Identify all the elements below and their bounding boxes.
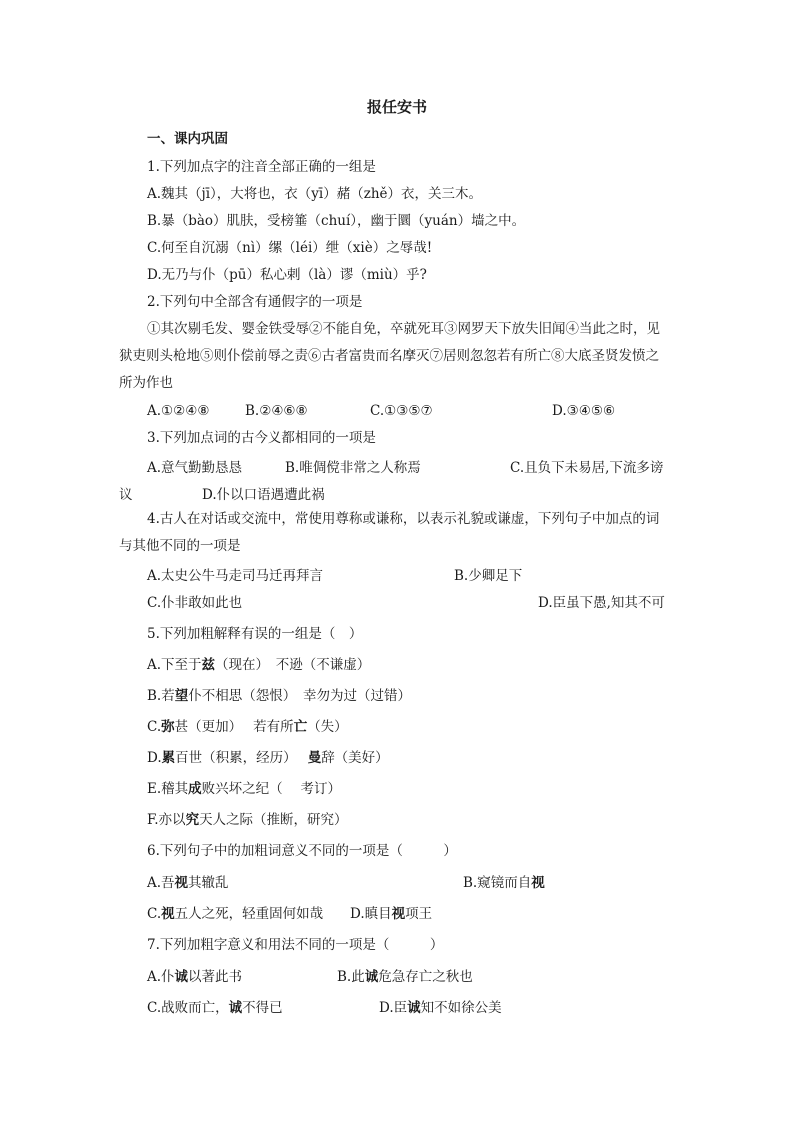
q5-option-a <box>147 656 370 674</box>
q5-e-rest: 败兴坏之纪（ 考订） <box>201 781 341 797</box>
q7-a-rest: 以著此书 <box>188 969 243 985</box>
q5-stem: 5.下列加粗解释有误的一组是（ ） <box>147 626 363 642</box>
q5-d-bold: 累 <box>161 750 176 766</box>
q5-d-rest: 辞（美好） <box>321 750 389 766</box>
q6-c-text: C. <box>147 906 162 922</box>
q5-b-bold: 望 <box>174 688 189 704</box>
q6-b-text: B.窥镜而自 <box>463 875 532 891</box>
q2-stem: 2.下列句中全部含有通假字的一项是 <box>147 294 363 310</box>
q4-option-d: D.臣虽下愚,知其不可 <box>538 595 665 611</box>
q5-option-f <box>147 811 348 829</box>
q1-option-c: C.何至自沉溺（nì）缧（léi）绁（xiè）之辱哉! <box>147 240 433 256</box>
q6-option-d <box>350 905 432 923</box>
q6-a-rest: 其辙乱 <box>188 875 229 891</box>
q5-d-bold2: 曼 <box>307 750 322 766</box>
q6-option-a <box>147 874 229 892</box>
q5-c-rest: （失） <box>307 719 348 735</box>
q5-option-d <box>147 749 389 767</box>
q3-option-c-cont: 议 <box>119 487 133 503</box>
q5-b-text: B.若 <box>147 688 175 704</box>
q5-b-rest: 仆不相思（怨恨） 幸勿为过（过错） <box>188 688 411 704</box>
q5-a-text: A.下至于 <box>147 657 202 673</box>
q5-e-bold: 成 <box>188 781 202 797</box>
q7-b-bold: 诚 <box>364 969 379 985</box>
q6-a-text: A.吾 <box>147 875 175 891</box>
q2-text-line3: 所为作也 <box>119 375 173 391</box>
q5-a-rest: （现在） 不逊（不谦虚） <box>215 657 371 673</box>
q6-d-text: D.瞋目 <box>350 906 392 922</box>
q1-option-d: D.无乃与仆（pū）私心剌（là）谬（miù）乎? <box>147 267 427 283</box>
q7-c-rest: 不得已 <box>242 1000 283 1016</box>
q7-b-rest: 危急存亡之秋也 <box>378 969 473 985</box>
q6-b-bold: 视 <box>531 875 545 891</box>
page-title: 报任安书 <box>366 98 427 116</box>
q4-stem-line1: 4.古人在对话或交流中，常使用尊称或谦称，以表示礼貌或谦虚，下列句子中加点的词 <box>147 511 660 527</box>
q5-option-c <box>147 718 348 736</box>
q7-a-text: A.仆 <box>147 969 175 985</box>
q3-option-b: B.唯倜傥非常之人称焉 <box>285 460 421 476</box>
q5-f-bold: 究 <box>185 812 200 828</box>
q7-b-text: B.此 <box>337 969 365 985</box>
section-heading: 一、课内巩固 <box>147 131 228 147</box>
q5-d-text: D. <box>147 750 162 766</box>
q3-option-c: C.且负下未易居,下流多谤 <box>510 460 664 476</box>
q6-c-rest: 五人之死，轻重固何如哉 <box>174 906 324 922</box>
q5-option-e <box>147 780 341 798</box>
q1-option-a: A.魏其（jī），大将也，衣（yī）赭（zhě）衣，关三木。 <box>147 186 483 202</box>
q5-c-bold2: 亡 <box>293 719 308 735</box>
q6-d-bold: 视 <box>391 906 406 922</box>
q3-option-d: D.仆以口语遇遭此祸 <box>202 487 325 503</box>
q1-stem: 1.下列加点字的注音全部正确的一组是 <box>147 159 376 175</box>
q6-d-rest: 项王 <box>405 906 433 922</box>
q7-d-bold: 诚 <box>407 1000 421 1016</box>
q6-c-bold: 视 <box>161 906 175 922</box>
q2-option-a: A.①②④⑧ <box>147 403 210 419</box>
q4-option-a: A.太史公牛马走司马迁再拜言 <box>147 568 324 584</box>
q6-stem: 6.下列句子中的加粗词意义不同的一项是（ ） <box>147 843 457 859</box>
q5-f-text: F.亦以 <box>147 812 186 828</box>
q5-a-bold: 兹 <box>201 657 216 673</box>
q5-c-bold: 弥 <box>161 719 175 735</box>
q7-option-d <box>379 999 502 1017</box>
q4-option-b: B.少卿足下 <box>454 568 523 584</box>
q7-c-bold: 诚 <box>228 1000 243 1016</box>
q4-stem-line2: 与其他不同的一项是 <box>119 538 241 554</box>
q7-c-text: C.战败而亡， <box>147 1000 229 1016</box>
q6-a-bold: 视 <box>174 875 189 891</box>
q5-f-rest: 天人之际（推断，研究） <box>199 812 348 828</box>
q1-option-b: B.暴（bào）肌肤，受榜箠（chuí），幽于圜（yuán）墙之中。 <box>147 213 526 229</box>
q2-text-line1: ①其次剔毛发、婴金铁受辱②不能自免，卒就死耳③网罗天下放失旧闻④当此之时，见 <box>147 321 660 337</box>
q7-option-c <box>147 999 283 1017</box>
q7-d-rest: 知不如徐公美 <box>420 1000 502 1016</box>
q7-option-b <box>337 968 473 986</box>
q5-c-mid: 甚（更加） 若有所 <box>174 719 294 735</box>
q2-option-b: B.②④⑥⑧ <box>245 403 308 419</box>
q7-d-text: D.臣 <box>379 1000 408 1016</box>
q3-stem: 3.下列加点词的古今义都相同的一项是 <box>147 430 376 446</box>
q3-option-a: A.意气勤勤恳恳 <box>147 460 243 476</box>
q7-a-bold: 诚 <box>174 969 189 985</box>
q4-option-c: C.仆非敢如此也 <box>147 595 243 611</box>
q6-option-c <box>147 905 323 923</box>
q2-text-line2: 狱吏则头枪地⑤则仆偿前辱之责⑥古者富贵而名摩灭⑦居则忽忽若有所亡⑧大底圣贤发愤之 <box>119 348 659 364</box>
q2-option-d: D.③④⑤⑥ <box>552 403 616 419</box>
q5-c-text: C. <box>147 719 162 735</box>
q5-d-mid: 百世（积累，经历） <box>175 750 308 766</box>
q2-option-c: C.①③⑤⑦ <box>370 403 433 419</box>
q6-option-b <box>463 874 545 892</box>
q5-e-text: E.稽其 <box>147 781 189 797</box>
q5-option-b <box>147 687 411 705</box>
q7-option-a <box>147 968 242 986</box>
q7-stem: 7.下列加粗字意义和用法不同的一项是（ ） <box>147 937 444 953</box>
